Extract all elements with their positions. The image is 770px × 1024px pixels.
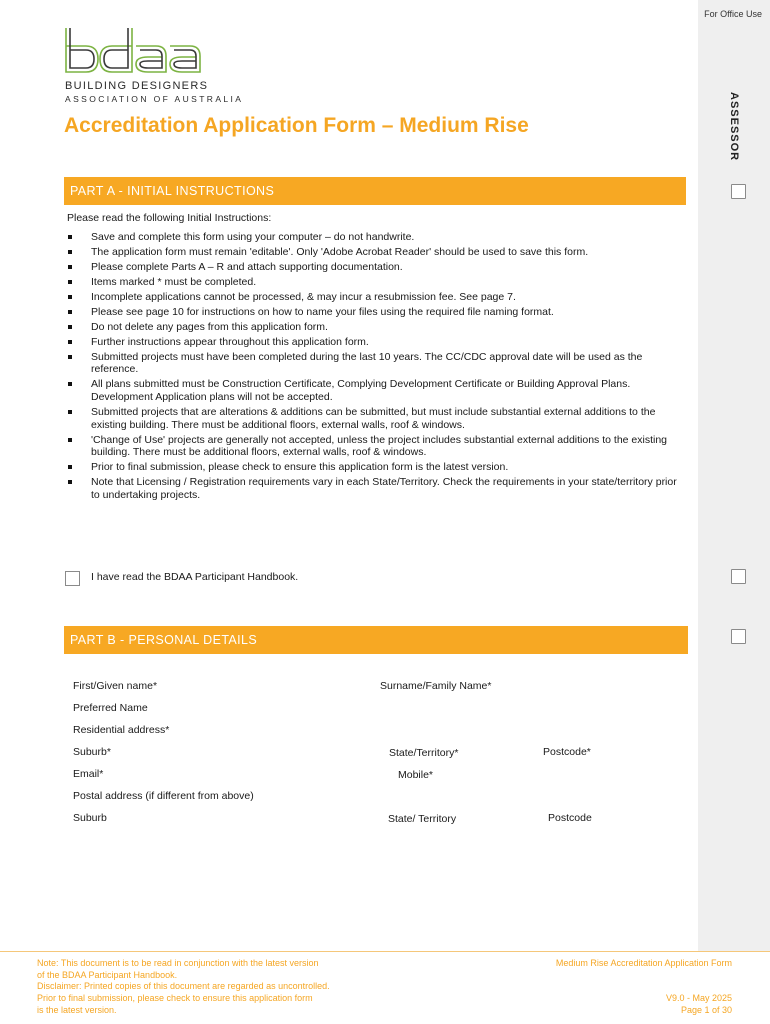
instructions-list — [67, 231, 687, 504]
list-item: Do not delete any pages from this application form. — [67, 321, 687, 334]
surname-label: Surname/Family Name* — [380, 680, 492, 692]
first-name-label: First/Given name* — [73, 680, 158, 692]
assessor-label — [724, 92, 744, 162]
list-item: Submitted projects that are alterations & additions can be submitted, but must include substantial external additions to the existing building. There must be additional floors, external walls, roof & windows. — [67, 406, 687, 431]
page-title: Accreditation Application Form – Medium Rise — [64, 114, 529, 137]
footer-note — [37, 958, 330, 1017]
mobile-label: Mobile* — [398, 769, 434, 781]
list-item: Submitted projects must have been completed during the last 10 years. The CC/CDC approval date will be used as the reference. — [67, 351, 687, 376]
list-item: Incomplete applications cannot be processed, & may incur a resubmission fee. See page 7. — [67, 291, 687, 304]
bdaa-logo — [64, 26, 244, 106]
part-a-heading: PART A - INITIAL INSTRUCTIONS — [64, 177, 686, 205]
footer-note-line: Disclaimer: Printed copies of this document are regarded as uncontrolled. — [37, 981, 330, 992]
list-item: Note that Licensing / Registration requirements vary in each State/Territory. Check the requirements in your state/territory prior to undertaking projects. — [67, 476, 687, 501]
assessor-checkbox-part-b[interactable] — [731, 629, 746, 644]
list-item: All plans submitted must be Construction Certificate, Complying Development Certificate or Building Approval Plans. Development Application plans will not be accepted. — [67, 378, 687, 403]
instructions-intro: Please read the following Initial Instructions: — [67, 212, 272, 224]
part-b-heading: PART B - PERSONAL DETAILS — [64, 626, 688, 654]
list-item: Save and complete this form using your computer – do not handwrite. — [67, 231, 687, 244]
list-item: 'Change of Use' projects are generally not accepted, unless the project includes substantial external additions to the existing building. There must be additional floors, external walls, roof & windows. — [67, 434, 687, 459]
assessor-label-text: ASSESSOR — [728, 92, 740, 162]
assessor-checkbox-part-a[interactable] — [731, 184, 746, 199]
email-label: Email* — [73, 768, 104, 780]
handbook-checkbox[interactable] — [65, 571, 80, 586]
office-use-label: For Office Use — [704, 9, 762, 19]
residential-address-label: Residential address* — [73, 724, 170, 736]
postal-postcode-label: Postcode — [548, 812, 592, 824]
bdaa-logo-mark — [64, 26, 206, 74]
list-item: The application form must remain 'editable'. Only 'Adobe Acrobat Reader' should be used to save this form. — [67, 246, 687, 259]
postal-state-label: State/ Territory — [388, 813, 457, 825]
footer-note-line: Prior to final submission, please check to ensure this application form — [37, 993, 313, 1004]
state-label: State/Territory* — [389, 747, 459, 759]
footer-divider — [0, 951, 770, 952]
postal-address-label: Postal address (if different from above) — [73, 790, 254, 802]
logo-text-line2: ASSOCIATION OF AUSTRALIA — [65, 94, 244, 104]
footer-version: V9.0 - May 2025 — [665, 993, 732, 1003]
footer-version-block — [666, 993, 732, 1016]
assessor-checkbox-handbook[interactable] — [731, 569, 746, 584]
footer-note-line: Note: This document is to be read in conjunction with the latest version — [37, 958, 319, 968]
postal-suburb-label: Suburb — [73, 812, 107, 824]
footer-note-line: is the latest version. — [37, 1004, 117, 1015]
postcode-label: Postcode* — [543, 746, 591, 758]
list-item: Items marked * must be completed. — [67, 276, 687, 289]
footer-page-number: Page 1 of 30 — [680, 1004, 732, 1015]
handbook-checkbox-label: I have read the BDAA Participant Handbook. — [91, 571, 299, 583]
list-item: Please complete Parts A – R and attach supporting documentation. — [67, 261, 687, 274]
list-item: Prior to final submission, please check to ensure this application form is the latest version. — [67, 461, 687, 474]
logo-text-line1: BUILDING DESIGNERS — [65, 80, 209, 92]
list-item: Further instructions appear throughout this application form. — [67, 336, 687, 349]
suburb-label: Suburb* — [73, 746, 111, 758]
footer-form-name: Medium Rise Accreditation Application Form — [555, 958, 732, 968]
footer-note-line: of the BDAA Participant Handbook. — [37, 969, 178, 980]
preferred-name-label: Preferred Name — [73, 702, 148, 714]
list-item: Please see page 10 for instructions on how to name your files using the required file naming format. — [67, 306, 687, 319]
